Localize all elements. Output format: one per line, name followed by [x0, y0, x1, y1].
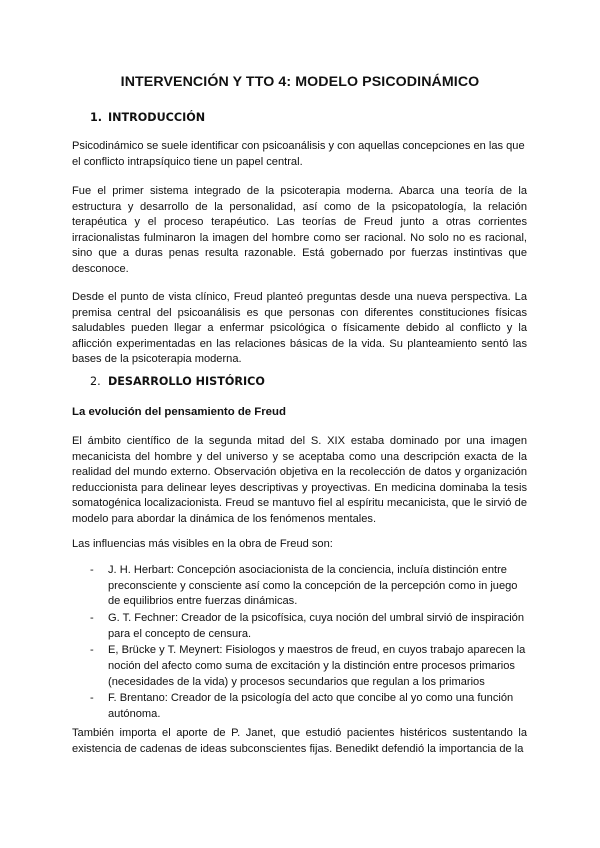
influences-intro: Las influencias más visibles en la obra de Freud son:	[72, 538, 333, 550]
section-1-number: 1.	[90, 111, 103, 124]
list-item-text: F. Brentano: Creador de la psicología del acto que concibe al yo como una función autónoma.	[108, 692, 514, 720]
list-item	[90, 611, 527, 642]
intro-paragraph: Desde el punto de vista clínico, Freud planteó preguntas desde una nueva perspectiva. La premisa central del psicoanálisis es que personas con diferentes constituciones físicas saludables pueden llegar a enfermar psicológica o físicamente debido al conflicto y la aflicción experimentadas en las relaciones básicas de la vida. Su planteamiento sentó las bases de la psicoterapia moderna.	[72, 291, 527, 366]
dash-marker: -	[90, 564, 94, 576]
dash-marker: -	[90, 611, 94, 624]
intro-paragraph: Psicodinámico se suele identificar con psicoanálisis y con aquellas concepciones en las que el conflicto intrapsíquico tiene un papel central.	[72, 140, 525, 168]
history-paragraph: El ámbito científico de la segunda mitad del S. XIX estaba dominado por una imagen mecanicista del hombre y del universo y se aceptaba como una descripción exacta de la realidad del mundo externo. Observación objetiva en la recolección de datos y organización reduccionista para delinear leyes descriptivas y proyectivas. En medicina dominaba la tesis somatogénica localizacionista. Freud se mantuvo fiel al espíritu mecanicista, que le sirvió de modelo para abordar la dinámica de los fenómenos mentales.	[72, 435, 527, 525]
list-item-text: J. H. Herbart: Concepción asociacionista de la conciencia, incluía distinción entre preconsciente y consciente así como la concepción de la percepción como in juego de equilibrios entre fuerzas dinámicas.	[108, 564, 518, 608]
list-item	[90, 643, 527, 690]
page-title: INTERVENCIÓN Y TTO 4: MODELO PSICODINÁMICO	[120, 74, 480, 90]
list-item-text: G. T. Fechner: Creador de la psicofísica, cuya noción del umbral sirvió de inspiración para el concepto de censura.	[108, 611, 525, 640]
intro-paragraph: Fue el primer sistema integrado de la psicoterapia moderna. Abarca una teoría de la estructura y desarrollo de la personalidad, así como de la psicopatología, la relación terapéutica y el proceso terapéutico. Las teorías de Freud junto a otras corrientes irracionalistas fulminaron la imagen del hombre como ser racional. No solo no es racional, sino que a duras penas resulta razonable. Está gobernado por fuerzas instintivas que desconoce.	[72, 185, 527, 275]
list-item	[90, 563, 527, 610]
list-item-text: E, Brücke y T. Meynert: Fisiologos y maestros de freud, en cuyos trabajo aparecen la noción del afecto como suma de excitación y la distinción entre procesos primarios (necesidades de la vida) y procesos secundarios que regulan a los primarios	[108, 644, 526, 688]
section-1-heading	[90, 111, 205, 124]
closing-paragraph: También importa el aporte de P. Janet, que estudió pacientes histéricos sustentando la existencia de cadenas de ideas subconscientes fijas. Benedikt defendió la importancia de la	[72, 727, 527, 755]
section-1-label: INTRODUCCIÓN	[108, 111, 206, 124]
subheading: La evolución del pensamiento de Freud	[72, 406, 286, 418]
section-2-label: DESARROLLO HISTÓRICO	[108, 375, 265, 388]
influences-list	[90, 563, 527, 724]
dash-marker: -	[90, 692, 94, 705]
list-item	[90, 691, 527, 722]
dash-marker: -	[90, 644, 94, 657]
section-2-heading	[90, 375, 265, 388]
section-2-number: 2.	[90, 375, 101, 388]
